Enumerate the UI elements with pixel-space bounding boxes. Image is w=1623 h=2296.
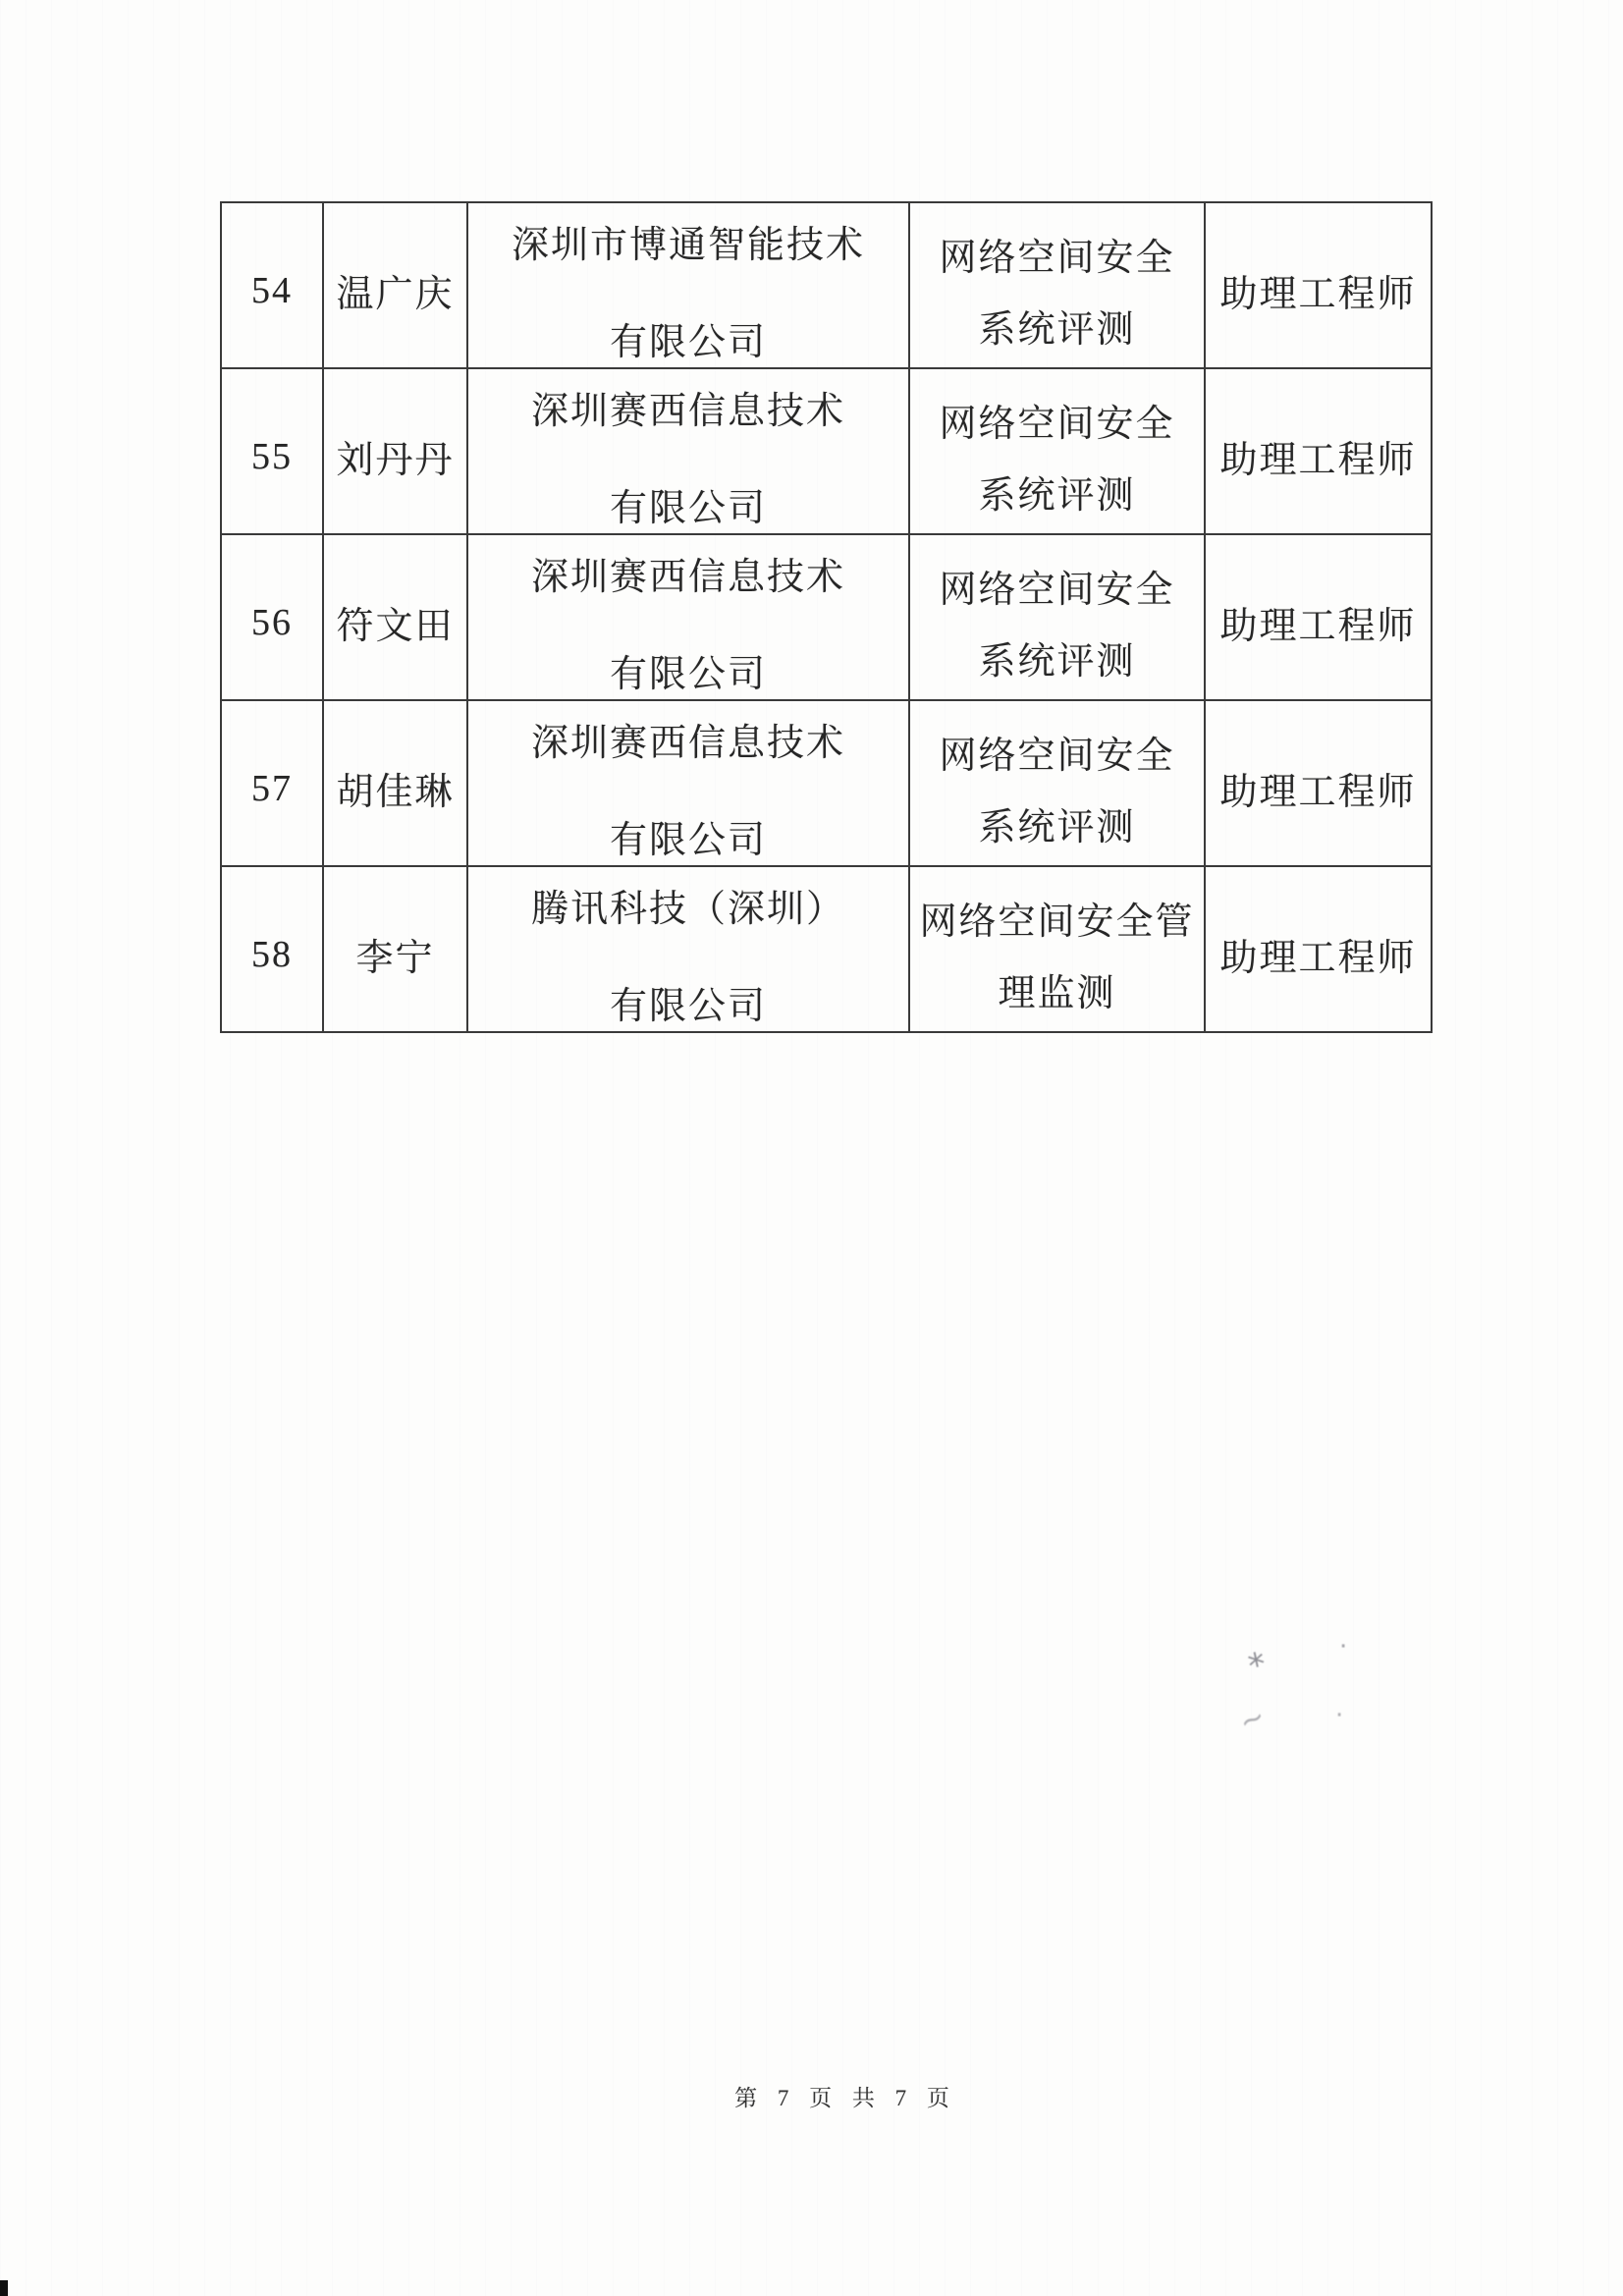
job-title: 助理工程师 [1219, 938, 1417, 979]
company-cell [468, 369, 908, 533]
table-row [221, 202, 1432, 368]
field-cell [910, 701, 1204, 865]
field-line2: 系统评测 [978, 308, 1136, 351]
field-line1: 网络空间安全管 [919, 901, 1195, 943]
company-cell [468, 203, 908, 367]
company-line2: 有限公司 [609, 653, 767, 695]
person-name: 刘丹丹 [336, 440, 455, 481]
scan-artifact: · [1339, 1632, 1348, 1662]
person-name: 李宁 [355, 938, 435, 979]
company-line2: 有限公司 [609, 985, 767, 1027]
personnel-table [220, 201, 1433, 1033]
row-number: 54 [251, 269, 293, 311]
table-row [221, 700, 1432, 866]
company-line1: 深圳赛西信息技术 [530, 556, 845, 598]
company-line2: 有限公司 [609, 487, 767, 529]
field-line1: 网络空间安全 [939, 237, 1175, 279]
person-name: 胡佳琳 [336, 772, 455, 813]
field-cell [910, 203, 1204, 367]
person-name: 温广庆 [336, 274, 455, 315]
job-title: 助理工程师 [1219, 772, 1417, 813]
job-title: 助理工程师 [1219, 606, 1417, 647]
field-cell [910, 535, 1204, 699]
scan-artifact: · [1335, 1701, 1344, 1730]
company-line1: 深圳赛西信息技术 [530, 722, 845, 764]
field-line1: 网络空间安全 [939, 569, 1175, 611]
company-cell [468, 535, 908, 699]
company-cell [468, 867, 908, 1031]
table-row [221, 534, 1432, 700]
row-number: 56 [251, 601, 293, 643]
company-line1: 腾讯科技（深圳） [530, 888, 845, 930]
company-line2: 有限公司 [609, 321, 767, 363]
field-line1: 网络空间安全 [939, 403, 1175, 445]
scan-edge-mark [0, 2280, 8, 2296]
field-cell [910, 369, 1204, 533]
row-number: 57 [251, 767, 293, 809]
job-title: 助理工程师 [1219, 440, 1417, 481]
field-line2: 理监测 [998, 972, 1116, 1014]
company-line1: 深圳市博通智能技术 [511, 224, 865, 266]
page-number-footer: 第 7 页 共 7 页 [734, 2086, 955, 2110]
row-number: 55 [251, 435, 293, 477]
field-line1: 网络空间安全 [939, 735, 1175, 777]
company-cell [468, 701, 908, 865]
company-line1: 深圳赛西信息技术 [530, 390, 845, 432]
row-number: 58 [251, 933, 293, 975]
job-title: 助理工程师 [1219, 274, 1417, 315]
field-cell [910, 867, 1204, 1031]
company-line2: 有限公司 [609, 819, 767, 861]
field-line2: 系统评测 [978, 474, 1136, 517]
table-row [221, 368, 1432, 534]
scan-artifact: ~ [1233, 1699, 1271, 1741]
field-line2: 系统评测 [978, 806, 1136, 848]
scan-artifact: * [1245, 1644, 1270, 1687]
field-line2: 系统评测 [978, 640, 1136, 683]
table-row [221, 866, 1432, 1032]
person-name: 符文田 [336, 606, 455, 647]
